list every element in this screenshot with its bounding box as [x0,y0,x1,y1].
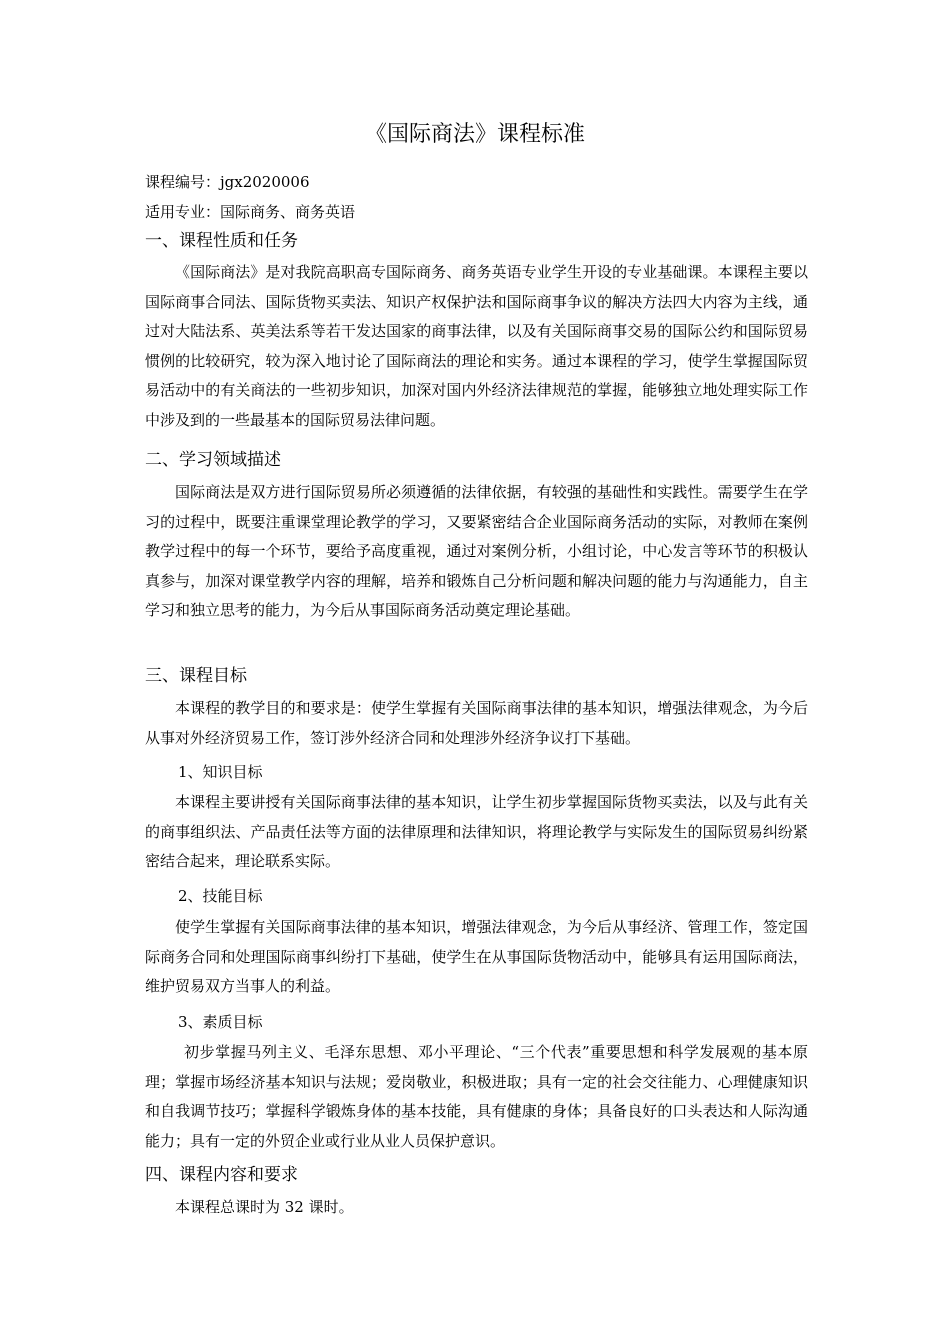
section-3-heading: 三、课程目标 [145,666,247,686]
section-3-paragraph: 本课程的教学目的和要求是：使学生掌握有关国际商事法律的基本知识，增强法律观念，为今后从事对外经济贸易工作，签订涉外经济合同和处理涉外经济争议打下基础。 [145,699,808,747]
section-2-paragraph: 国际商法是双方进行国际贸易所必须遵循的法律依据，有较强的基础性和实践性。需要学生在学习的过程中，既要注重课堂理论教学的学习，又要紧密结合企业国际商务活动的实际，对教师在案例教学过程中的每一个环节，要给予高度重视，通过对案例分析，小组讨论，中心发言等环节的积极认真参与，加深对课堂教学内容的理解，培养和锻炼自己分析问题和解决问题的能力与沟通能力，自主学习和独立思考的能力，为今后从事国际商务活动奠定理论基础。 [145,483,808,619]
skill-goal-paragraph: 使学生掌握有关国际商事法律的基本知识，增强法律观念，为今后从事经济、管理工作，签定国际商务合同和处理国际商事纠纷打下基础，使学生在从事国际货物活动中，能够具有运用国际商法，维护贸易双方当事人的利益。 [145,918,808,995]
quality-goal-paragraph: 初步掌握马列主义、毛泽东思想、邓小平理论、“三个代表”重要思想和科学发展观的基本原理；掌握市场经济基本知识与法规；爱岗敬业，积极进取；具有一定的社会交往能力、心理健康知识和自我调节技巧；掌握科学锻炼身体的基本技能，具有健康的身体；具备良好的口头表达和人际沟通能力；具有一定的外贸企业或行业从业人员保护意识。 [145,1043,808,1150]
knowledge-goal-paragraph: 本课程主要讲授有关国际商事法律的基本知识，让学生初步掌握国际货物买卖法，以及与此有关的商事组织法、产品责任法等方面的法律原理和法律知识，将理论教学与实际发生的国际贸易纠纷紧密结合起来，理论联系实际。 [145,793,808,870]
section-1-paragraph: 《国际商法》是对我院高职高专国际商务、商务英语专业学生开设的专业基础课。本课程主要以国际商事合同法、国际货物买卖法、知识产权保护法和国际商事争议的解决方法四大内容为主线，通过对大陆法系、英美法系等若干发达国家的商事法律，以及有关国际商事交易的国际公约和国际贸易惯例的比较研究，较为深入地讨论了国际商法的理论和实务。通过本课程的学习，使学生掌握国际贸易活动中的有关商法的一些初步知识，加深对国内外经济法律规范的掌握，能够独立地处理实际工作中涉及到的一些最基本的国际贸易法律问题。 [145,263,808,429]
section-4-paragraph: 本课程总课时为 32 课时。 [175,1198,354,1216]
section-2-heading: 二、学习领域描述 [145,450,281,470]
applicable-major: 适用专业：国际商务、商务英语 [145,203,356,221]
quality-goal-heading: 3、素质目标 [178,1013,263,1031]
section-4-heading: 四、课程内容和要求 [145,1165,298,1185]
skill-goal-heading: 2、技能目标 [178,887,263,905]
knowledge-goal-heading: 1、知识目标 [178,763,263,781]
course-code: 课程编号：jgx2020006 [145,173,310,191]
section-1-heading: 一、课程性质和任务 [145,231,298,251]
document-title: 《国际商法》课程标准 [364,122,585,147]
